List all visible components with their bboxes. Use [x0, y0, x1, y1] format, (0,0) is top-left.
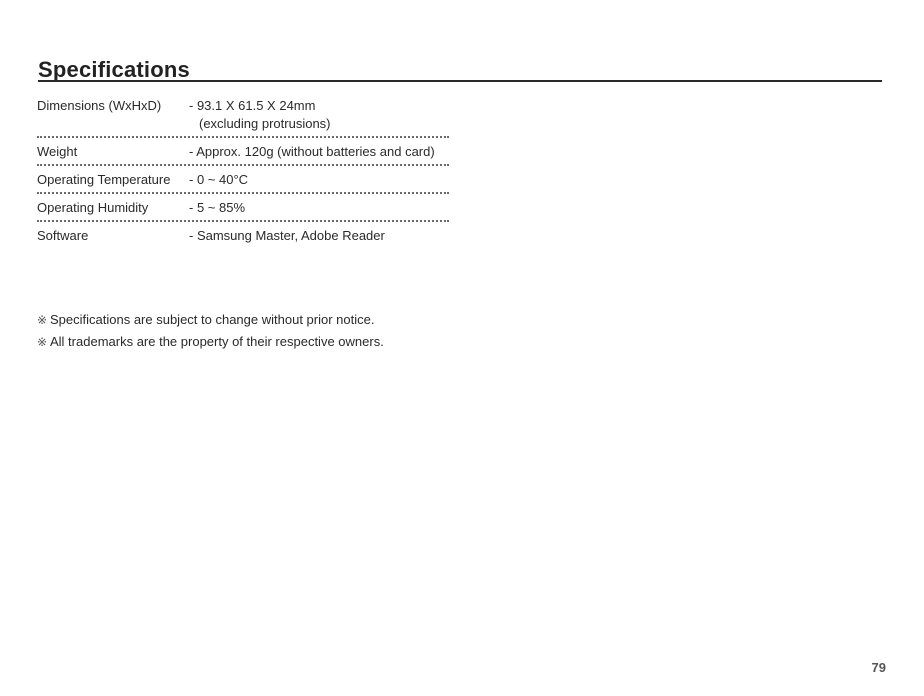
specifications-table	[37, 96, 449, 248]
spec-label: Software	[37, 228, 89, 243]
page-number: 79	[871, 660, 886, 675]
page-title: Specifications	[38, 57, 190, 82]
spec-value	[189, 97, 449, 133]
reference-mark-icon: ※	[37, 335, 48, 349]
spec-label: Dimensions (WxHxD)	[37, 98, 162, 113]
spec-value-line: - 93.1 X 61.5 X 24mm	[189, 98, 316, 113]
note-item	[37, 331, 384, 353]
spec-row-operating-temperature	[37, 170, 449, 194]
note-text: Specifications are subject to change without prior notice.	[50, 312, 375, 327]
title-underline	[38, 80, 882, 82]
note-item	[37, 309, 384, 331]
spec-value: - Samsung Master, Adobe Reader	[189, 228, 385, 243]
spec-label: Operating Humidity	[37, 200, 149, 215]
reference-mark-icon: ※	[37, 313, 48, 327]
spec-row-weight	[37, 142, 449, 166]
spec-value-line: (excluding protrusions)	[199, 116, 331, 131]
note-text: All trademarks are the property of their respective owners.	[50, 334, 384, 349]
notes-section	[37, 309, 384, 353]
spec-label: Weight	[37, 144, 78, 159]
spec-row-software	[37, 226, 449, 248]
spec-value: - 5 ~ 85%	[189, 200, 246, 215]
spec-row-dimensions	[37, 96, 449, 138]
spec-value: - 0 ~ 40°C	[189, 172, 249, 187]
spec-row-operating-humidity	[37, 198, 449, 222]
spec-label: Operating Temperature	[37, 172, 171, 187]
spec-value: - Approx. 120g (without batteries and card)	[189, 144, 435, 159]
